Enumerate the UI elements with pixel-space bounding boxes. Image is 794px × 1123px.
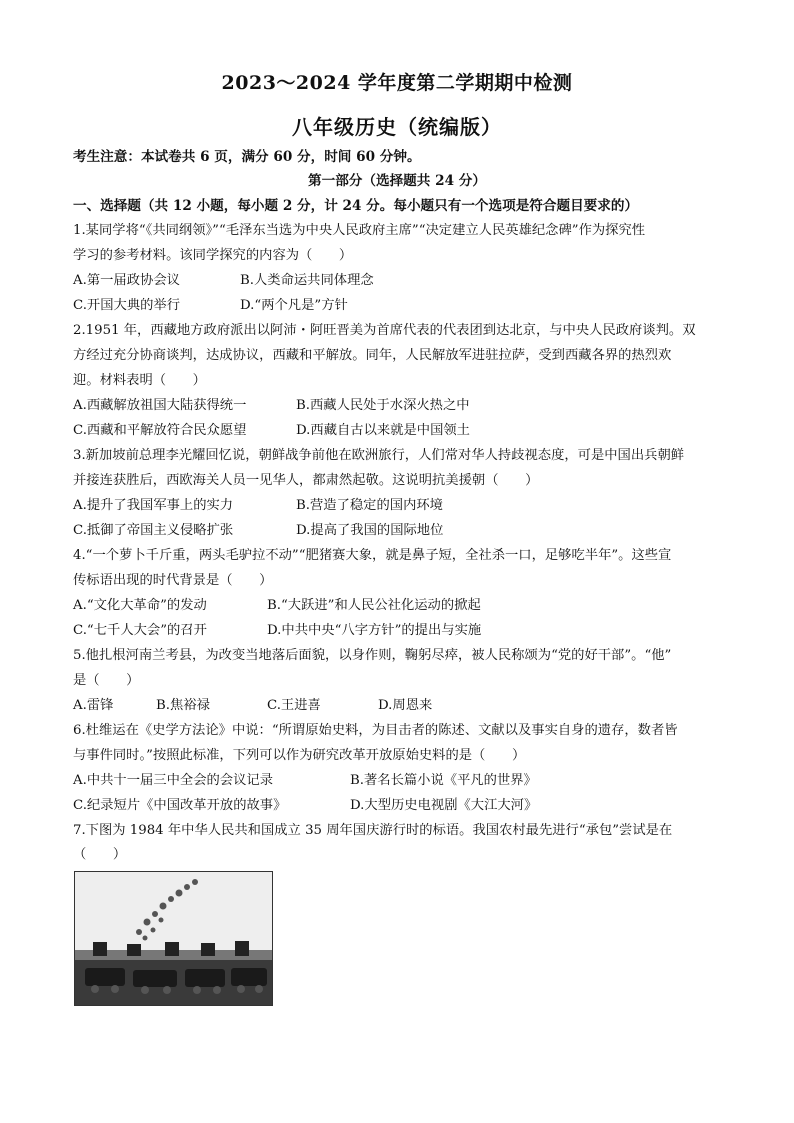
question-4-option-a: A.“文化大革命”的发动 <box>73 598 207 613</box>
question-1-option-b: B.人类命运共同体理念 <box>240 273 374 288</box>
exam-notice: 考生注意：本试卷共 6 页，满分 60 分，时间 60 分钟。 <box>73 149 421 165</box>
exam-title: 2023～2024 学年度第二学期期中检测 <box>221 72 573 94</box>
question-4-line-1: 4.“一个萝卜千斤重，两头毛驴拉不动”“肥猪赛大象，就是鼻子短，全社杀一口，足够吃半年”。这些宣 <box>73 548 672 563</box>
question-1-line-2: 学习的参考材料。该同学探究的内容为（ ） <box>73 248 353 263</box>
question-3-option-d: D.提高了我国的国际地位 <box>296 523 444 538</box>
question-3-line-2: 并接连获胜后，西欧海关人员一见华人，都肃然起敬。这说明抗美援朝（ ） <box>73 473 539 488</box>
question-1-option-a: A.第一届政协会议 <box>73 273 180 288</box>
question-4-option-d: D.中共中央“八字方针”的提出与实施 <box>267 623 482 638</box>
question-2-option-d: D.西藏自古以来就是中国领土 <box>296 423 470 438</box>
question-6-option-b: B.著名长篇小说《平凡的世界》 <box>350 773 537 788</box>
question-2-line-2: 方经过充分协商谈判，达成协议，西藏和平解放。同年，人民解放军进驻拉萨，受到西藏各界的热烈欢 <box>73 348 672 363</box>
question-1-line-1: 1.某同学将“《共同纲领》”“毛泽东当选为中央人民政府主席”“决定建立人民英雄纪念碑”作为探究性 <box>73 223 646 238</box>
question-4-line-2: 传标语出现的时代背景是（ ） <box>73 573 273 588</box>
question-3-line-1: 3.新加坡前总理李光耀回忆说，朝鲜战争前他在欧洲旅行，人们常对华人持歧视态度，可是中国出兵朝鲜 <box>73 448 685 463</box>
question-6-line-1: 6.杜维运在《史学方法论》中说：“所谓原始史料，为目击者的陈述、文献以及事实自身的遗存，数者皆 <box>73 723 678 738</box>
question-2-line-3: 迎。材料表明（ ） <box>73 373 206 388</box>
question-1-option-c: C.开国大典的举行 <box>73 298 181 313</box>
question-5-option-b: B.焦裕禄 <box>156 698 210 713</box>
part-title: 第一部分（选择题共 24 分） <box>308 173 486 189</box>
parade-photo-drawing <box>75 872 272 1005</box>
question-6-option-a: A.中共十一届三中全会的会议记录 <box>73 773 273 788</box>
question-2-option-a: A.西藏解放祖国大陆获得统一 <box>73 398 247 413</box>
question-1-option-d: D.“两个凡是”方针 <box>240 298 348 313</box>
question-5-option-a: A.雷锋 <box>73 698 114 713</box>
question-2-option-c: C.西藏和平解放符合民众愿望 <box>73 423 247 438</box>
question-3-option-b: B.营造了稳定的国内环境 <box>296 498 443 513</box>
question-2-line-1: 2.1951 年，西藏地方政府派出以阿沛・阿旺晋美为首席代表的代表团到达北京，与中央人民政府谈判。双 <box>73 323 696 338</box>
question-2-option-b: B.西藏人民处于水深火热之中 <box>296 398 470 413</box>
question-5-line-1: 5.他扎根河南兰考县，为改变当地落后面貌，以身作则，鞠躬尽瘁，被人民称颂为“党的好干部”。“他” <box>73 648 672 663</box>
question-4-option-b: B.“大跃进”和人民公社化运动的掀起 <box>267 598 481 613</box>
section-title: 一、选择题（共 12 小题，每小题 2 分，计 24 分。每小题只有一个选项是符合题目要求的） <box>73 198 639 214</box>
question-7-line-2: （ ） <box>73 847 127 862</box>
question-7-line-1: 7.下图为 1984 年中华人民共和国成立 35 周年国庆游行时的标语。我国农村最先进行“承包”尝试是在 <box>73 823 673 838</box>
question-6-option-c: C.纪录短片《中国改革开放的故事》 <box>73 798 287 813</box>
question-6-option-d: D.大型历史电视剧《大江大河》 <box>350 798 538 813</box>
exam-subtitle: 八年级历史（统编版） <box>292 115 502 139</box>
question-5-option-d: D.周恩来 <box>378 698 433 713</box>
question-3-option-a: A.提升了我国军事上的实力 <box>73 498 234 513</box>
question-3-option-c: C.抵御了帝国主义侵略扩张 <box>73 523 234 538</box>
question-4-option-c: C.“七千人大会”的召开 <box>73 623 207 638</box>
question-5-option-c: C.王进喜 <box>267 698 321 713</box>
parade-photo <box>74 871 273 1006</box>
question-6-line-2: 与事件同时。”按照此标准，下列可以作为研究改革开放原始史料的是（ ） <box>73 748 526 763</box>
question-5-line-2: 是（ ） <box>73 673 140 688</box>
